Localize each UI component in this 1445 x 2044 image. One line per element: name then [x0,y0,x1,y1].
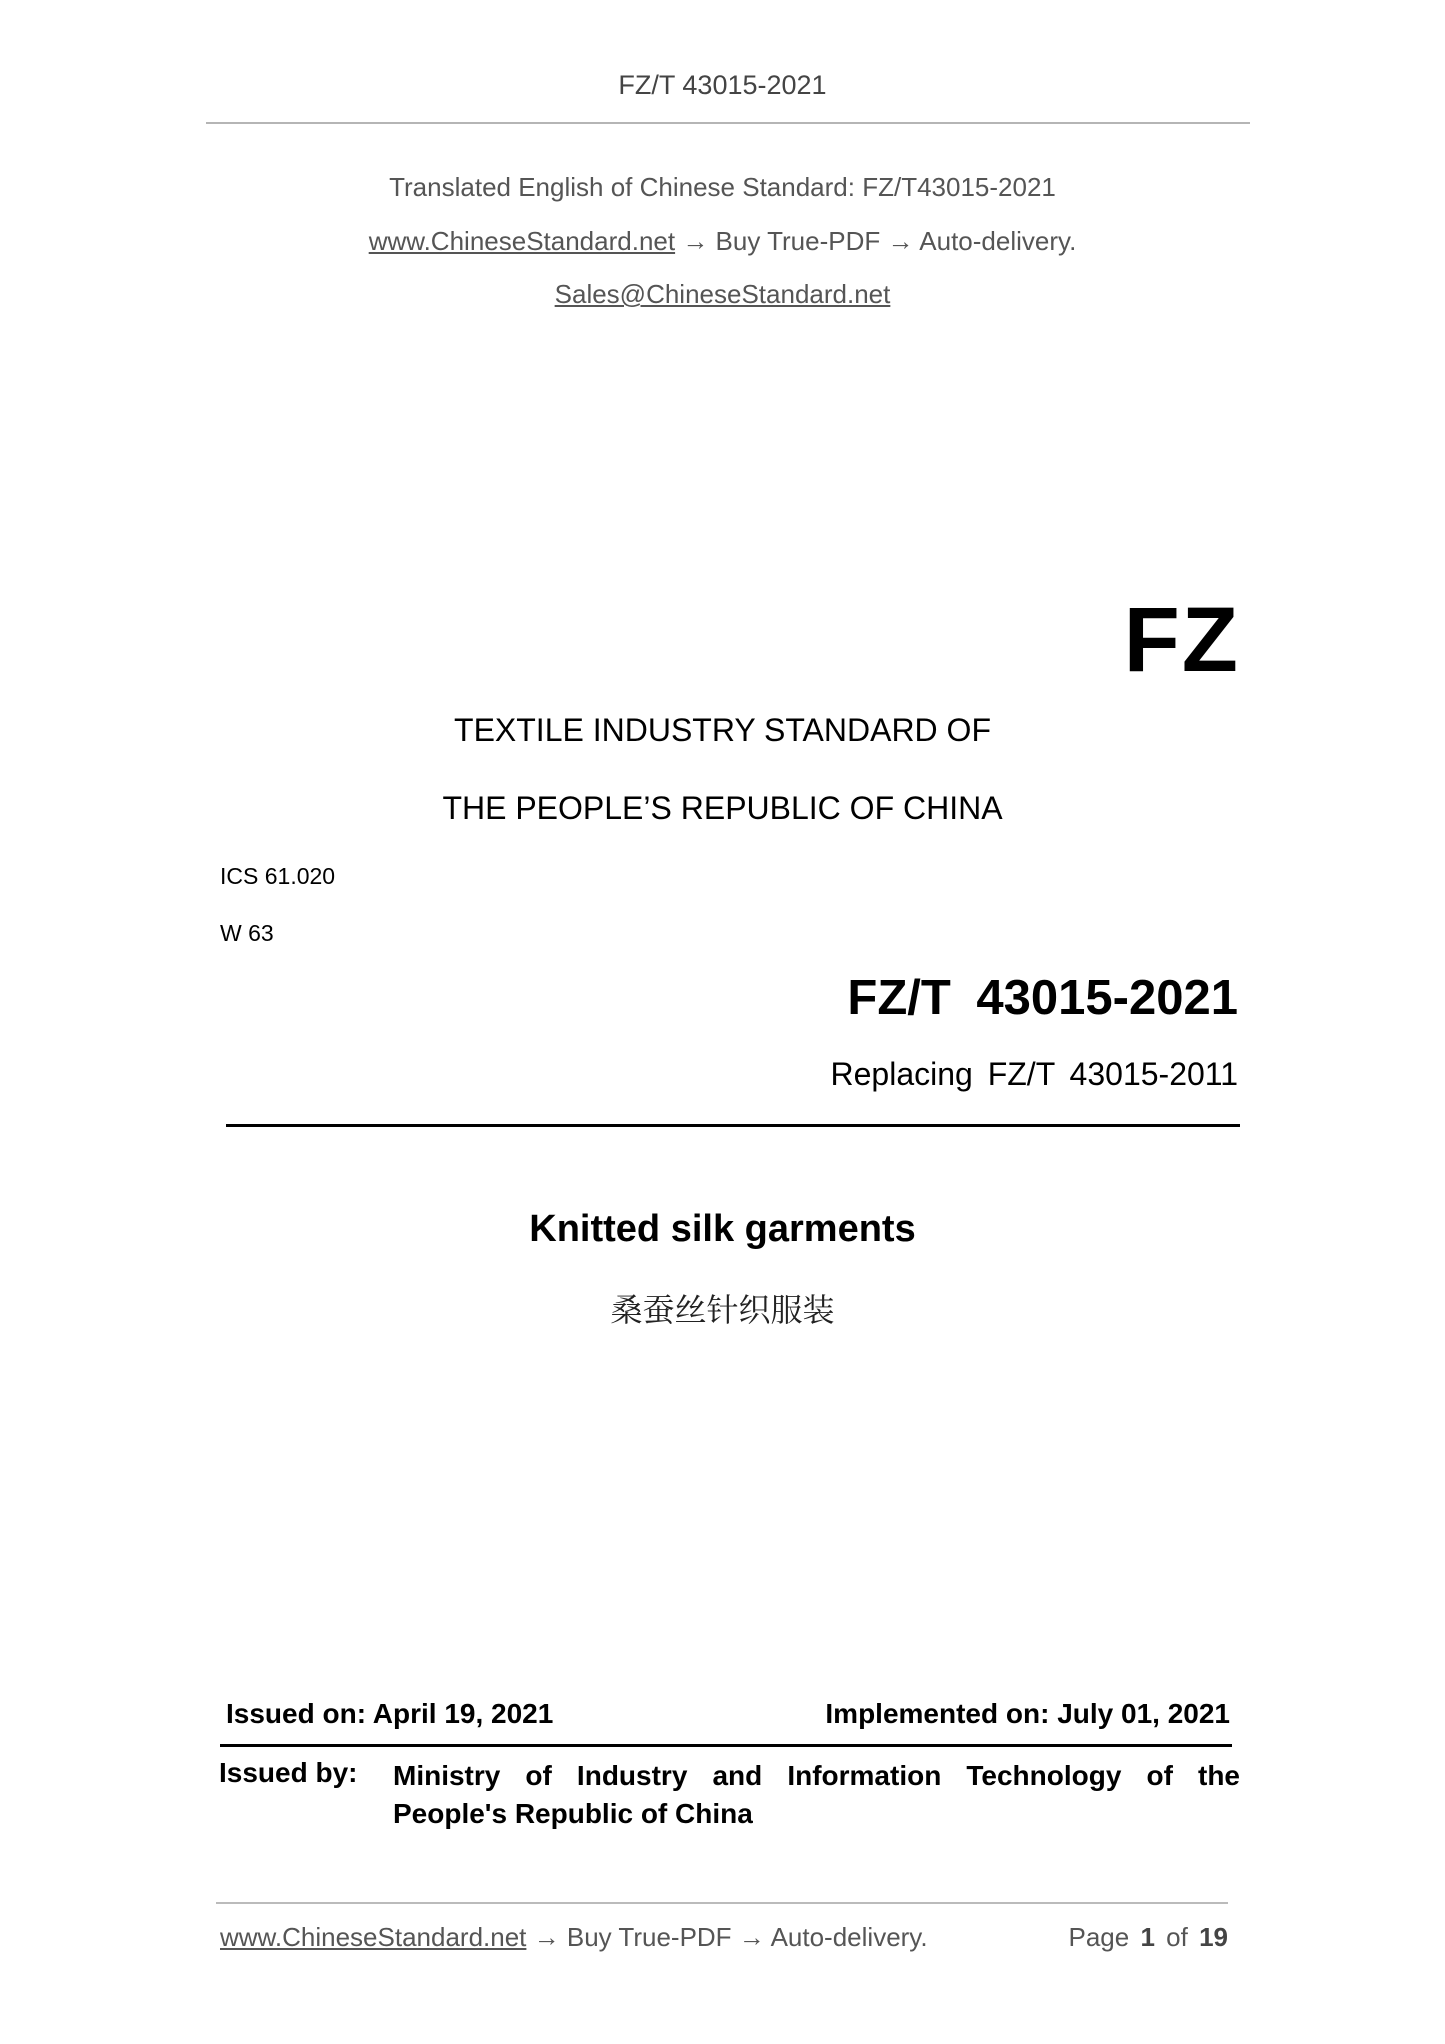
issue-divider [220,1744,1232,1747]
page-label: Page [1068,1922,1130,1952]
page-current: 1 [1140,1922,1155,1952]
promo-line [0,226,1445,257]
replacing-standard: Replacing FZ/T 43015-2011 [830,1056,1238,1092]
standard-number: FZ/T 43015-2021 [847,971,1238,1025]
issued-on-date: Issued on: April 19, 2021 [226,1698,554,1729]
website-link[interactable]: www.ChineseStandard.net [368,226,676,256]
page-of-label: of [1166,1922,1188,1952]
page-total: 19 [1199,1922,1228,1952]
w-code: W 63 [220,920,274,946]
implemented-on-date: Implemented on: July 01, 2021 [825,1698,1230,1729]
footer-divider [216,1902,1228,1904]
sales-email-link[interactable]: Sales@ChineseStandard.net [554,279,891,309]
fz-logo: FZ [1123,589,1240,691]
footer-website-link[interactable]: www.ChineseStandard.net [220,1922,527,1952]
footer-promo-text: → Buy True-PDF → Auto-delivery. [526,1922,928,1952]
promo-text: → Buy True-PDF → Auto-delivery. [675,226,1077,256]
page-header: FZ/T 43015-2021 [618,70,827,100]
industry-title-line-2: THE PEOPLE’S REPUBLIC OF CHINA [442,790,1003,826]
ics-code: ICS 61.020 [220,863,336,889]
document-title: Knitted silk garments [529,1208,916,1250]
document-title-chinese: 桑蚕丝针织服装 [610,1291,835,1329]
sales-line [0,279,1445,310]
issued-by-organization: Ministry of Industry and Information Technology of the People's Republic of China [393,1760,1240,1829]
header-divider [206,122,1250,124]
page-indicator [1068,1922,1228,1953]
title-divider [226,1124,1240,1127]
footer-promo [220,1922,928,1953]
industry-title-line-1: TEXTILE INDUSTRY STANDARD OF [454,712,991,748]
translated-notice: Translated English of Chinese Standard: FZ/T43015-2021 [389,172,1056,202]
issued-by-label: Issued by: [219,1757,358,1788]
